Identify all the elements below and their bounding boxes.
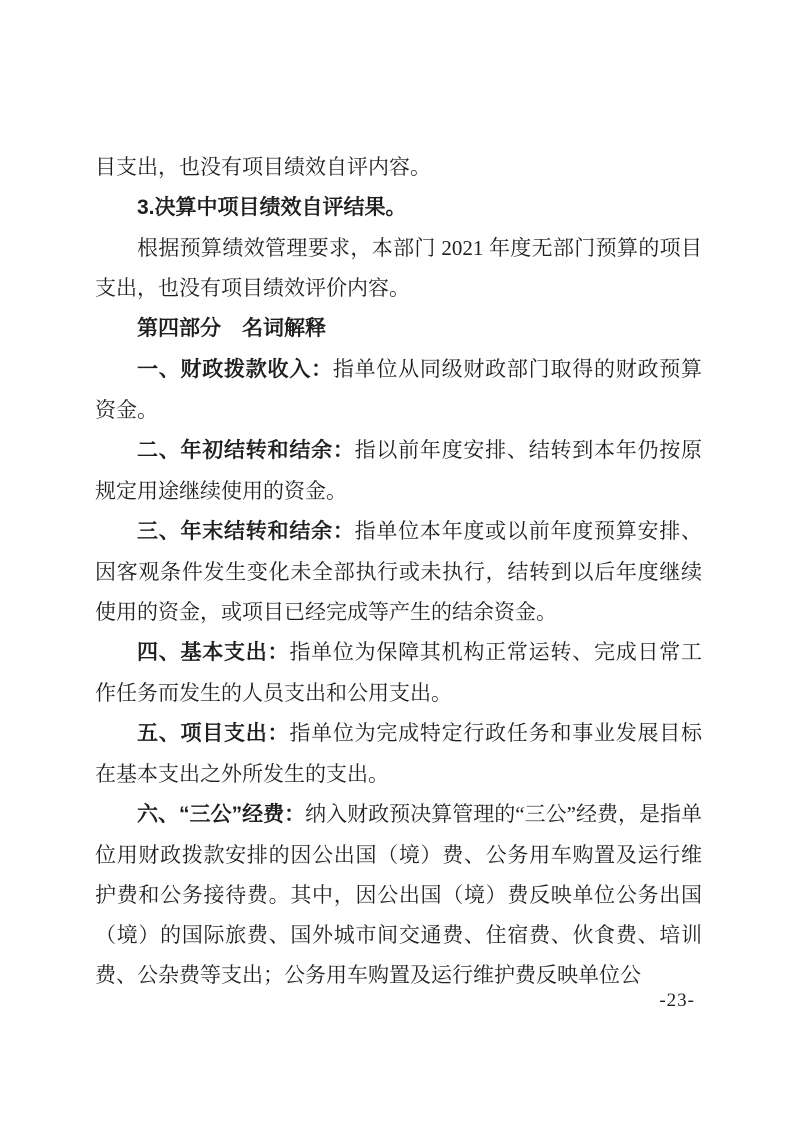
term-definition: 指单位从同级财政部门取得的财政预算资金。 [95, 357, 703, 422]
term-definition: 指单位为完成特定行政任务和事业发展目标在基本支出之外所发生的支出。 [95, 721, 703, 786]
term-paragraph-5 [95, 713, 702, 794]
heading-item-3 [95, 187, 702, 228]
term-paragraph-6 [95, 794, 702, 995]
section-heading-text: 第四部分 名词解释 [137, 317, 326, 340]
term-paragraph-4 [95, 632, 702, 713]
term-lead: 四、基本支出： [137, 641, 290, 664]
page-number: -23- [659, 990, 695, 1011]
paragraph-continuation [95, 147, 702, 187]
paragraph-text: 目支出，也没有项目绩效自评内容。 [95, 155, 431, 179]
term-lead: 六、“三公”经费： [137, 803, 306, 826]
term-paragraph-3 [95, 511, 702, 632]
term-definition: 纳入财政预决算管理的“三公”经费，是指单位用财政拨款安排的因公出国（境）费、公务用车购置及运行维护费和公务接待费。其中，因公出国（境）费反映单位公务出国（境）的国际旅费、国外城市间交通费、住宿费、伙食费、培训费、公杂费等支出；公务用车购置及运行维护费反映单位公 [95, 802, 703, 987]
term-definition: 指单位本年度或以前年度预算安排、因客观条件发生变化未全部执行或未执行，结转到以后年度继续使用的资金，或项目已经完成等产生的结余资金。 [95, 519, 703, 624]
term-definition: 指单位为保障其机构正常运转、完成日常工作任务而发生的人员支出和公用支出。 [95, 640, 703, 705]
term-paragraph-1 [95, 349, 702, 430]
term-definition: 指以前年度安排、结转到本年仍按原规定用途继续使用的资金。 [95, 438, 703, 503]
heading-part-4 [95, 308, 702, 349]
term-lead: 三、年末结转和结余： [137, 520, 355, 543]
term-paragraph-2 [95, 430, 702, 511]
term-lead: 一、财政拨款收入： [137, 358, 333, 381]
term-lead: 二、年初结转和结余： [137, 439, 355, 462]
paragraph-lead: 3.决算中项目绩效自评结果。 [137, 196, 407, 219]
document-body [95, 147, 702, 995]
paragraph-budget-performance [95, 228, 702, 308]
paragraph-text: 根据预算绩效管理要求，本部门 2021 年度无部门预算的项目支出，也没有项目绩效评价内容。 [95, 236, 702, 300]
term-lead: 五、项目支出： [137, 722, 290, 745]
